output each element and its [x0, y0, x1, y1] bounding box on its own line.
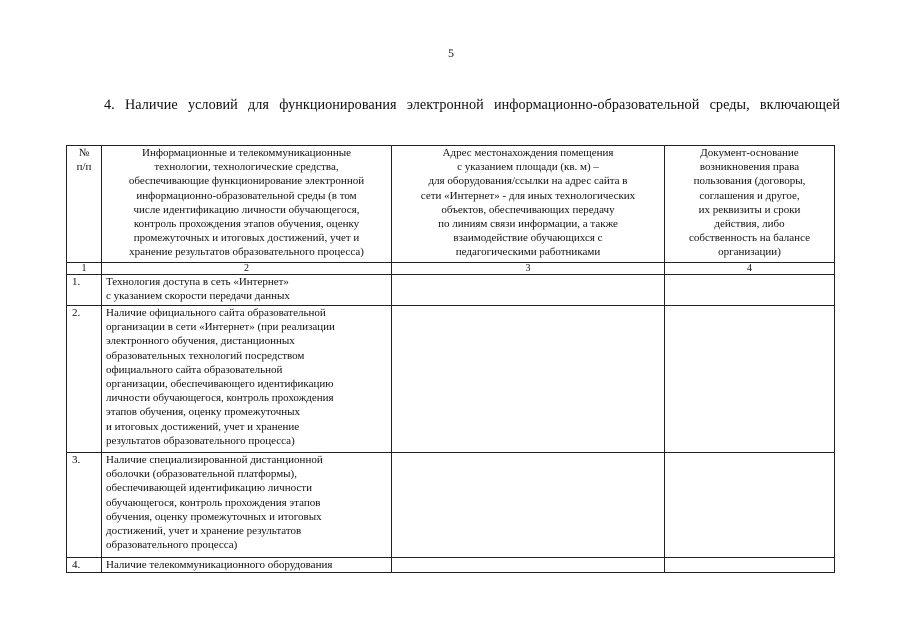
row-number: 3. — [67, 453, 102, 558]
column-number-row — [67, 263, 835, 275]
row-document-cell[interactable] — [665, 558, 835, 573]
row-address-cell[interactable] — [392, 275, 665, 306]
row-address-cell[interactable] — [392, 306, 665, 453]
row-description: Наличие официального сайта образовательной организации в сети «Интернет» (при реализации электронного обучения, дистанционных образовательных технологий посредством официального сайта образовательной организации, обеспечивающего идентификацию личности обучающегося, контроль прохождения этапов обучения, оценку промежуточных и итоговых достижений, учет и хранение результатов образовательного процесса) — [102, 306, 392, 453]
column-number: 4 — [665, 263, 835, 275]
header-address: Адрес местонахождения помещения с указанием площади (кв. м) – для оборудования/ссылки на адрес сайта в сети «Интернет» - для иных технологических объектов, обеспечивающих передачу по линиям связи информации, а также взаимодействие обучающихся с педагогическими работниками — [392, 146, 665, 263]
row-document-cell[interactable] — [665, 306, 835, 453]
header-number: № п/п — [67, 146, 102, 263]
column-number: 3 — [392, 263, 665, 275]
header-document: Документ-основание возникновения права пользования (договоры, соглашения и другое, их реквизиты и сроки действия, либо собственность на балансе организации) — [665, 146, 835, 263]
row-address-cell[interactable] — [392, 453, 665, 558]
conditions-table — [66, 145, 835, 573]
page-number: 5 — [448, 46, 454, 60]
row-number: 4. — [67, 558, 102, 573]
table-row — [67, 453, 835, 558]
row-address-cell[interactable] — [392, 558, 665, 573]
table-header-row — [67, 146, 835, 263]
table-row — [67, 558, 835, 573]
row-number: 2. — [67, 306, 102, 453]
row-number: 1. — [67, 275, 102, 306]
row-description: Наличие телекоммуникационного оборудования — [102, 558, 392, 573]
column-number: 1 — [67, 263, 102, 275]
header-technologies: Информационные и телекоммуникационные технологии, технологические средства, обеспечивающие функционирование электронной информационно-образовательной среды (в том числе идентификацию личности обучающегося, контроль прохождения этапов обучения, оценку промежуточных и итоговых достижений, учет и хранение результатов образовательного процесса) — [102, 146, 392, 263]
table-row — [67, 306, 835, 453]
row-description: Наличие специализированной дистанционной оболочки (образовательной платформы), обеспечивающей идентификацию личности обучающегося, контроль прохождения этапов обучения, оценку промежуточных и итоговых достижений, учет и хранение результатов образовательного процесса) — [102, 453, 392, 558]
row-document-cell[interactable] — [665, 275, 835, 306]
row-document-cell[interactable] — [665, 453, 835, 558]
column-number: 2 — [102, 263, 392, 275]
table-row — [67, 275, 835, 306]
row-description: Технология доступа в сеть «Интернет» с указанием скорости передачи данных — [102, 275, 392, 306]
section-heading: 4. Наличие условий для функционирования электронной информационно-образовательной среды, включающей — [104, 97, 840, 113]
